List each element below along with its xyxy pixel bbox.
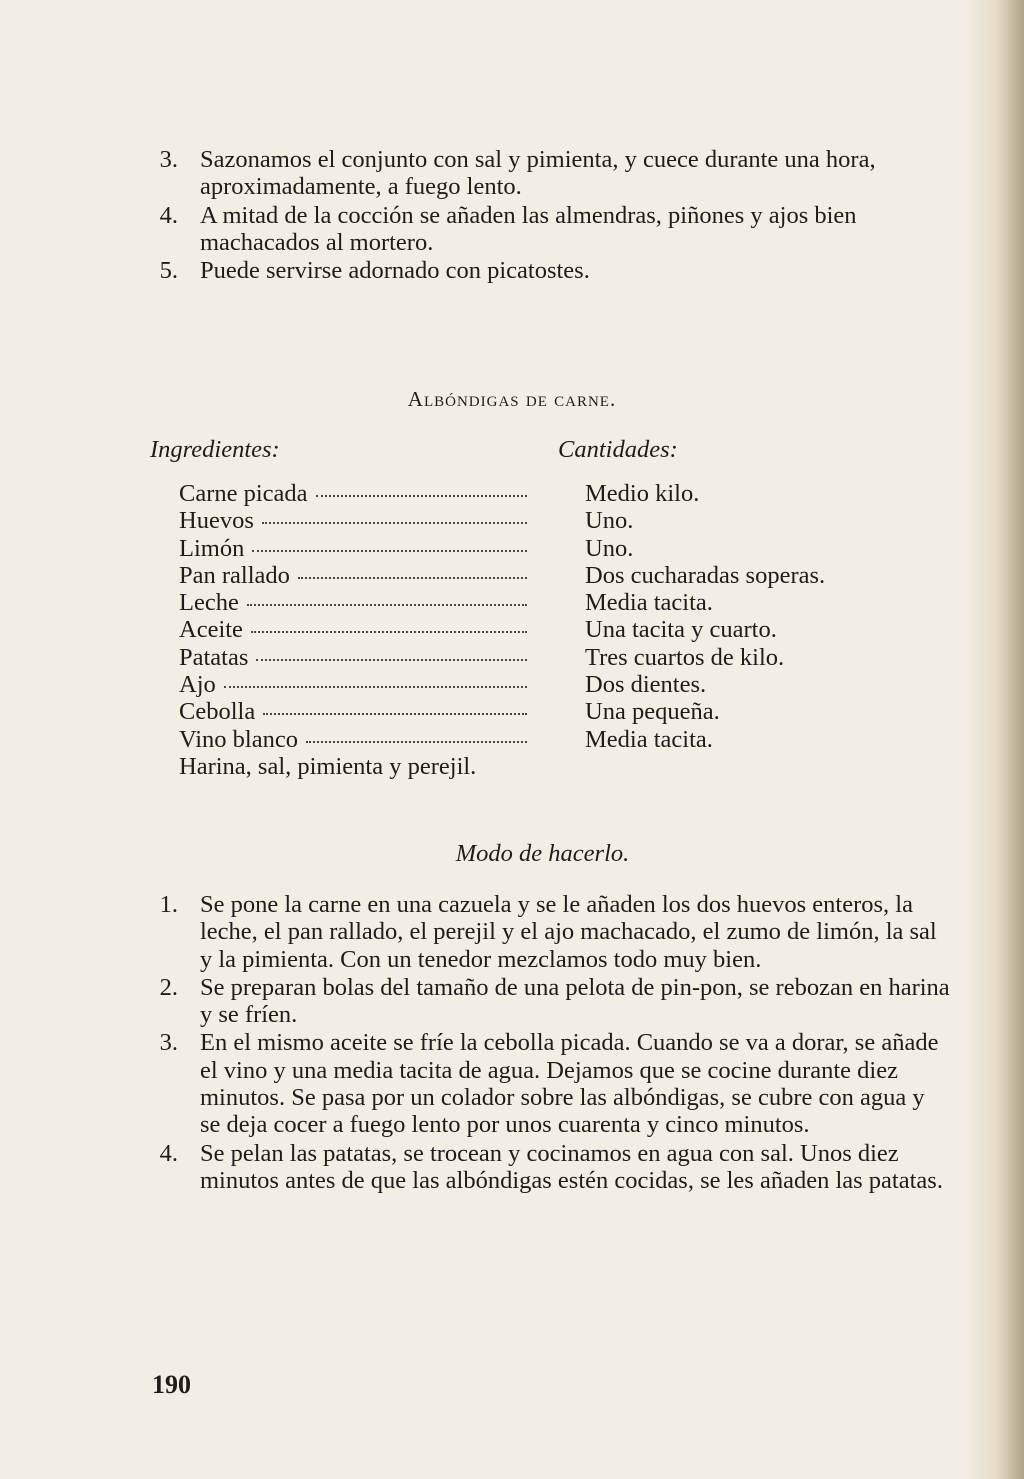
- ingredient-name: Pan rallado: [179, 561, 290, 589]
- ingredient-name: Limón: [179, 534, 245, 562]
- dot-leader: [262, 507, 527, 524]
- dot-leader: [306, 726, 527, 743]
- step-text: Se pone la carne en una cazuela y se le añaden los dos huevos enteros, la leche, el pan rallado, el perejil y el ajo machacado, el zumo de limón, la sal y la pimienta. Con un tenedor mezclamos todo muy bien.: [200, 891, 937, 973]
- ingredient-name: Leche: [179, 589, 239, 617]
- step-text: A mitad de la cocción se añaden las almendras, piñones y ajos bien machacados al mortero.: [200, 201, 857, 256]
- quantity-item: Dos dientes.: [585, 671, 707, 699]
- list-item: [150, 974, 950, 1029]
- previous-recipe-steps: [150, 146, 950, 284]
- step-text: Sazonamos el conjunto con sal y pimienta, y cuece durante una hora, aproximadamente, a fuego lento.: [200, 146, 876, 201]
- dot-leader: [224, 671, 527, 688]
- dot-leader: [263, 698, 527, 715]
- method-steps: [150, 891, 950, 1194]
- step-text: Puede servirse adornado con picatostes.: [200, 257, 590, 285]
- quantity-item: Media tacita.: [585, 589, 713, 617]
- quantity-item: Una tacita y cuarto.: [585, 616, 777, 644]
- list-item: [150, 1140, 950, 1195]
- ingredients-list: [179, 480, 559, 780]
- ingredient-name: Patatas: [179, 643, 249, 671]
- step-number: 5.: [159, 257, 178, 285]
- quantity-item: Una pequeña.: [585, 698, 720, 726]
- ingredient-name: Vino blanco: [179, 725, 298, 753]
- ingredient-row: [179, 644, 527, 671]
- list-item: [150, 891, 950, 973]
- step-number: 3.: [159, 146, 178, 173]
- quantities-list: [585, 480, 1005, 753]
- dot-leader: [247, 589, 527, 606]
- ingredient-row: [179, 726, 527, 753]
- ingredient-row: [179, 535, 527, 562]
- quantity-item: Uno.: [585, 507, 634, 535]
- list-item: [150, 1029, 950, 1138]
- recipe-title: Albóndigas de carne.: [407, 387, 617, 411]
- step-number: 3.: [159, 1029, 178, 1057]
- ingredient-row: [179, 480, 527, 507]
- dot-leader: [256, 644, 527, 661]
- list-item: [150, 146, 950, 201]
- quantity-item: Dos cucharadas soperas.: [585, 561, 826, 589]
- ingredient-row: [179, 671, 527, 698]
- step-text: Se pelan las patatas, se trocean y cocinamos en agua con sal. Unos diez minutos antes de que las albóndigas estén cocidas, se les añaden las patatas.: [200, 1139, 943, 1194]
- ingredient-name: Carne picada: [179, 480, 308, 507]
- ingredient-row: [179, 562, 527, 589]
- method-title: Modo de hacerlo.: [455, 840, 630, 867]
- dot-leader: [316, 480, 527, 497]
- quantity-item: Media tacita.: [585, 725, 713, 753]
- quantity-item: Medio kilo.: [585, 480, 700, 507]
- step-number: 4.: [159, 201, 178, 229]
- step-number: 4.: [159, 1139, 178, 1167]
- step-text: Se preparan bolas del tamaño de una pelota de pin-pon, se rebozan en harina y se fríen.: [200, 973, 950, 1029]
- ingredient-name: Cebolla: [179, 698, 256, 726]
- page-number: 190: [152, 1370, 191, 1399]
- dot-leader: [298, 562, 527, 579]
- dot-leader: [252, 535, 527, 552]
- ingredient-row: [179, 507, 527, 534]
- list-item: [150, 202, 950, 257]
- ingredient-row: [179, 616, 527, 643]
- ingredient-name: Huevos: [179, 507, 254, 535]
- list-item: [150, 257, 950, 284]
- ingredient-row: [179, 698, 527, 725]
- step-text: En el mismo aceite se fríe la cebolla picada. Cuando se va a dorar, se añade el vino y una media tacita de agua. Dejamos que se cocine durante diez minutos. Se pasa por un colador sobre las albóndigas, se cubre con agua y se deja cocer a fuego lento por unos cuarenta y cinco minutos.: [200, 1029, 939, 1139]
- ingredient-name: Ajo: [179, 671, 216, 699]
- quantities-heading: Cantidades:: [558, 436, 678, 463]
- ingredients-heading: Ingredientes:: [150, 436, 280, 463]
- quantity-item: Uno.: [585, 534, 634, 562]
- ingredient-name: Aceite: [179, 616, 243, 644]
- dot-leader: [251, 616, 527, 633]
- quantity-item: Tres cuartos de kilo.: [585, 643, 785, 671]
- ingredient-row: [179, 589, 527, 616]
- step-number: 2.: [159, 973, 178, 1001]
- extra-ingredients: Harina, sal, pimienta y perejil.: [179, 752, 477, 780]
- step-number: 1.: [159, 891, 178, 918]
